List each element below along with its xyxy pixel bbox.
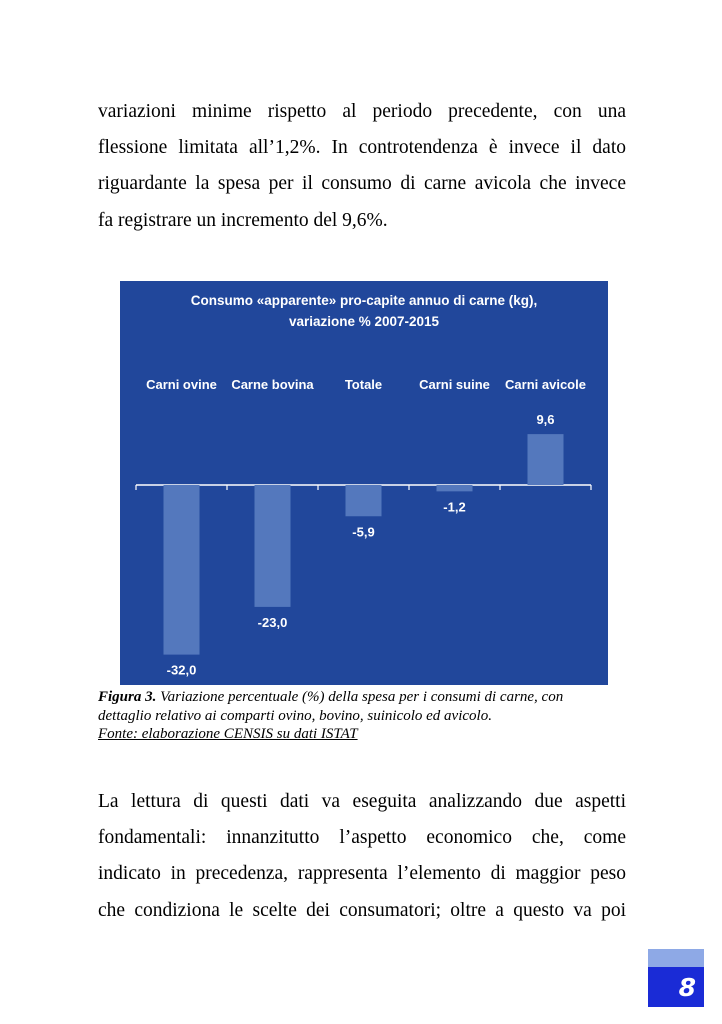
bar bbox=[528, 434, 564, 485]
figure-label: Figura 3. bbox=[98, 689, 157, 705]
data-label: -32,0 bbox=[166, 662, 197, 678]
chart-title-line: variazione % 2007-2015 bbox=[288, 314, 440, 329]
page-badge-band bbox=[648, 949, 704, 967]
analysis-paragraph bbox=[98, 784, 626, 929]
caption-text-line1: Variazione percentuale (%) della spesa per i consumi di carne, con bbox=[156, 689, 564, 705]
paragraph-line: La lettura di questi dati va eseguita analizzando due aspetti bbox=[98, 791, 626, 812]
category-label: Carne bovina bbox=[231, 377, 314, 392]
data-label: 9,6 bbox=[536, 412, 555, 428]
paragraph-line: variazioni minime rispetto al periodo precedente, con una bbox=[98, 101, 626, 122]
figure-caption bbox=[98, 688, 638, 744]
paragraph-line: fondamentali: innanzitutto l’aspetto economico che, come bbox=[98, 827, 626, 849]
paragraph-line: che condiziona le scelte dei consumatori; oltre a questo va poi bbox=[98, 899, 626, 921]
caption-source: Fonte: elaborazione CENSIS su dati ISTAT bbox=[98, 726, 358, 742]
paragraph-line: riguardante la spesa per il consumo di carne avicola che invece bbox=[98, 173, 626, 195]
category-label: Totale bbox=[344, 377, 383, 392]
chart-canvas bbox=[120, 281, 608, 685]
paragraph-line: flessione limitata all’1,2%. In controtendenza è invece il dato bbox=[98, 137, 626, 159]
bar bbox=[255, 485, 291, 607]
intro-paragraph bbox=[98, 94, 626, 239]
category-label: Carni ovine bbox=[146, 377, 217, 392]
page-number: 8 bbox=[678, 973, 696, 1002]
bar bbox=[164, 485, 200, 655]
category-label: Carni avicole bbox=[505, 377, 586, 392]
page-number-badge bbox=[648, 949, 704, 1007]
bar bbox=[346, 485, 382, 516]
data-label: -23,0 bbox=[257, 614, 288, 630]
data-label: -1,2 bbox=[443, 499, 466, 515]
paragraph-line: fa registrare un incremento del 9,6%. bbox=[98, 209, 388, 231]
paragraph-line: indicato in precedenza, rappresenta l’elemento di maggior peso bbox=[98, 863, 626, 885]
meat-consumption-chart bbox=[120, 281, 608, 685]
bar bbox=[437, 485, 473, 491]
category-label: Carni suine bbox=[419, 377, 490, 392]
data-label: -5,9 bbox=[352, 524, 375, 540]
caption-text-line2: dettaglio relativo ai comparti ovino, bovino, suinicolo ed avicolo. bbox=[98, 707, 492, 724]
chart-title-line: Consumo «apparente» pro-capite annuo di carne (kg), bbox=[190, 293, 538, 308]
